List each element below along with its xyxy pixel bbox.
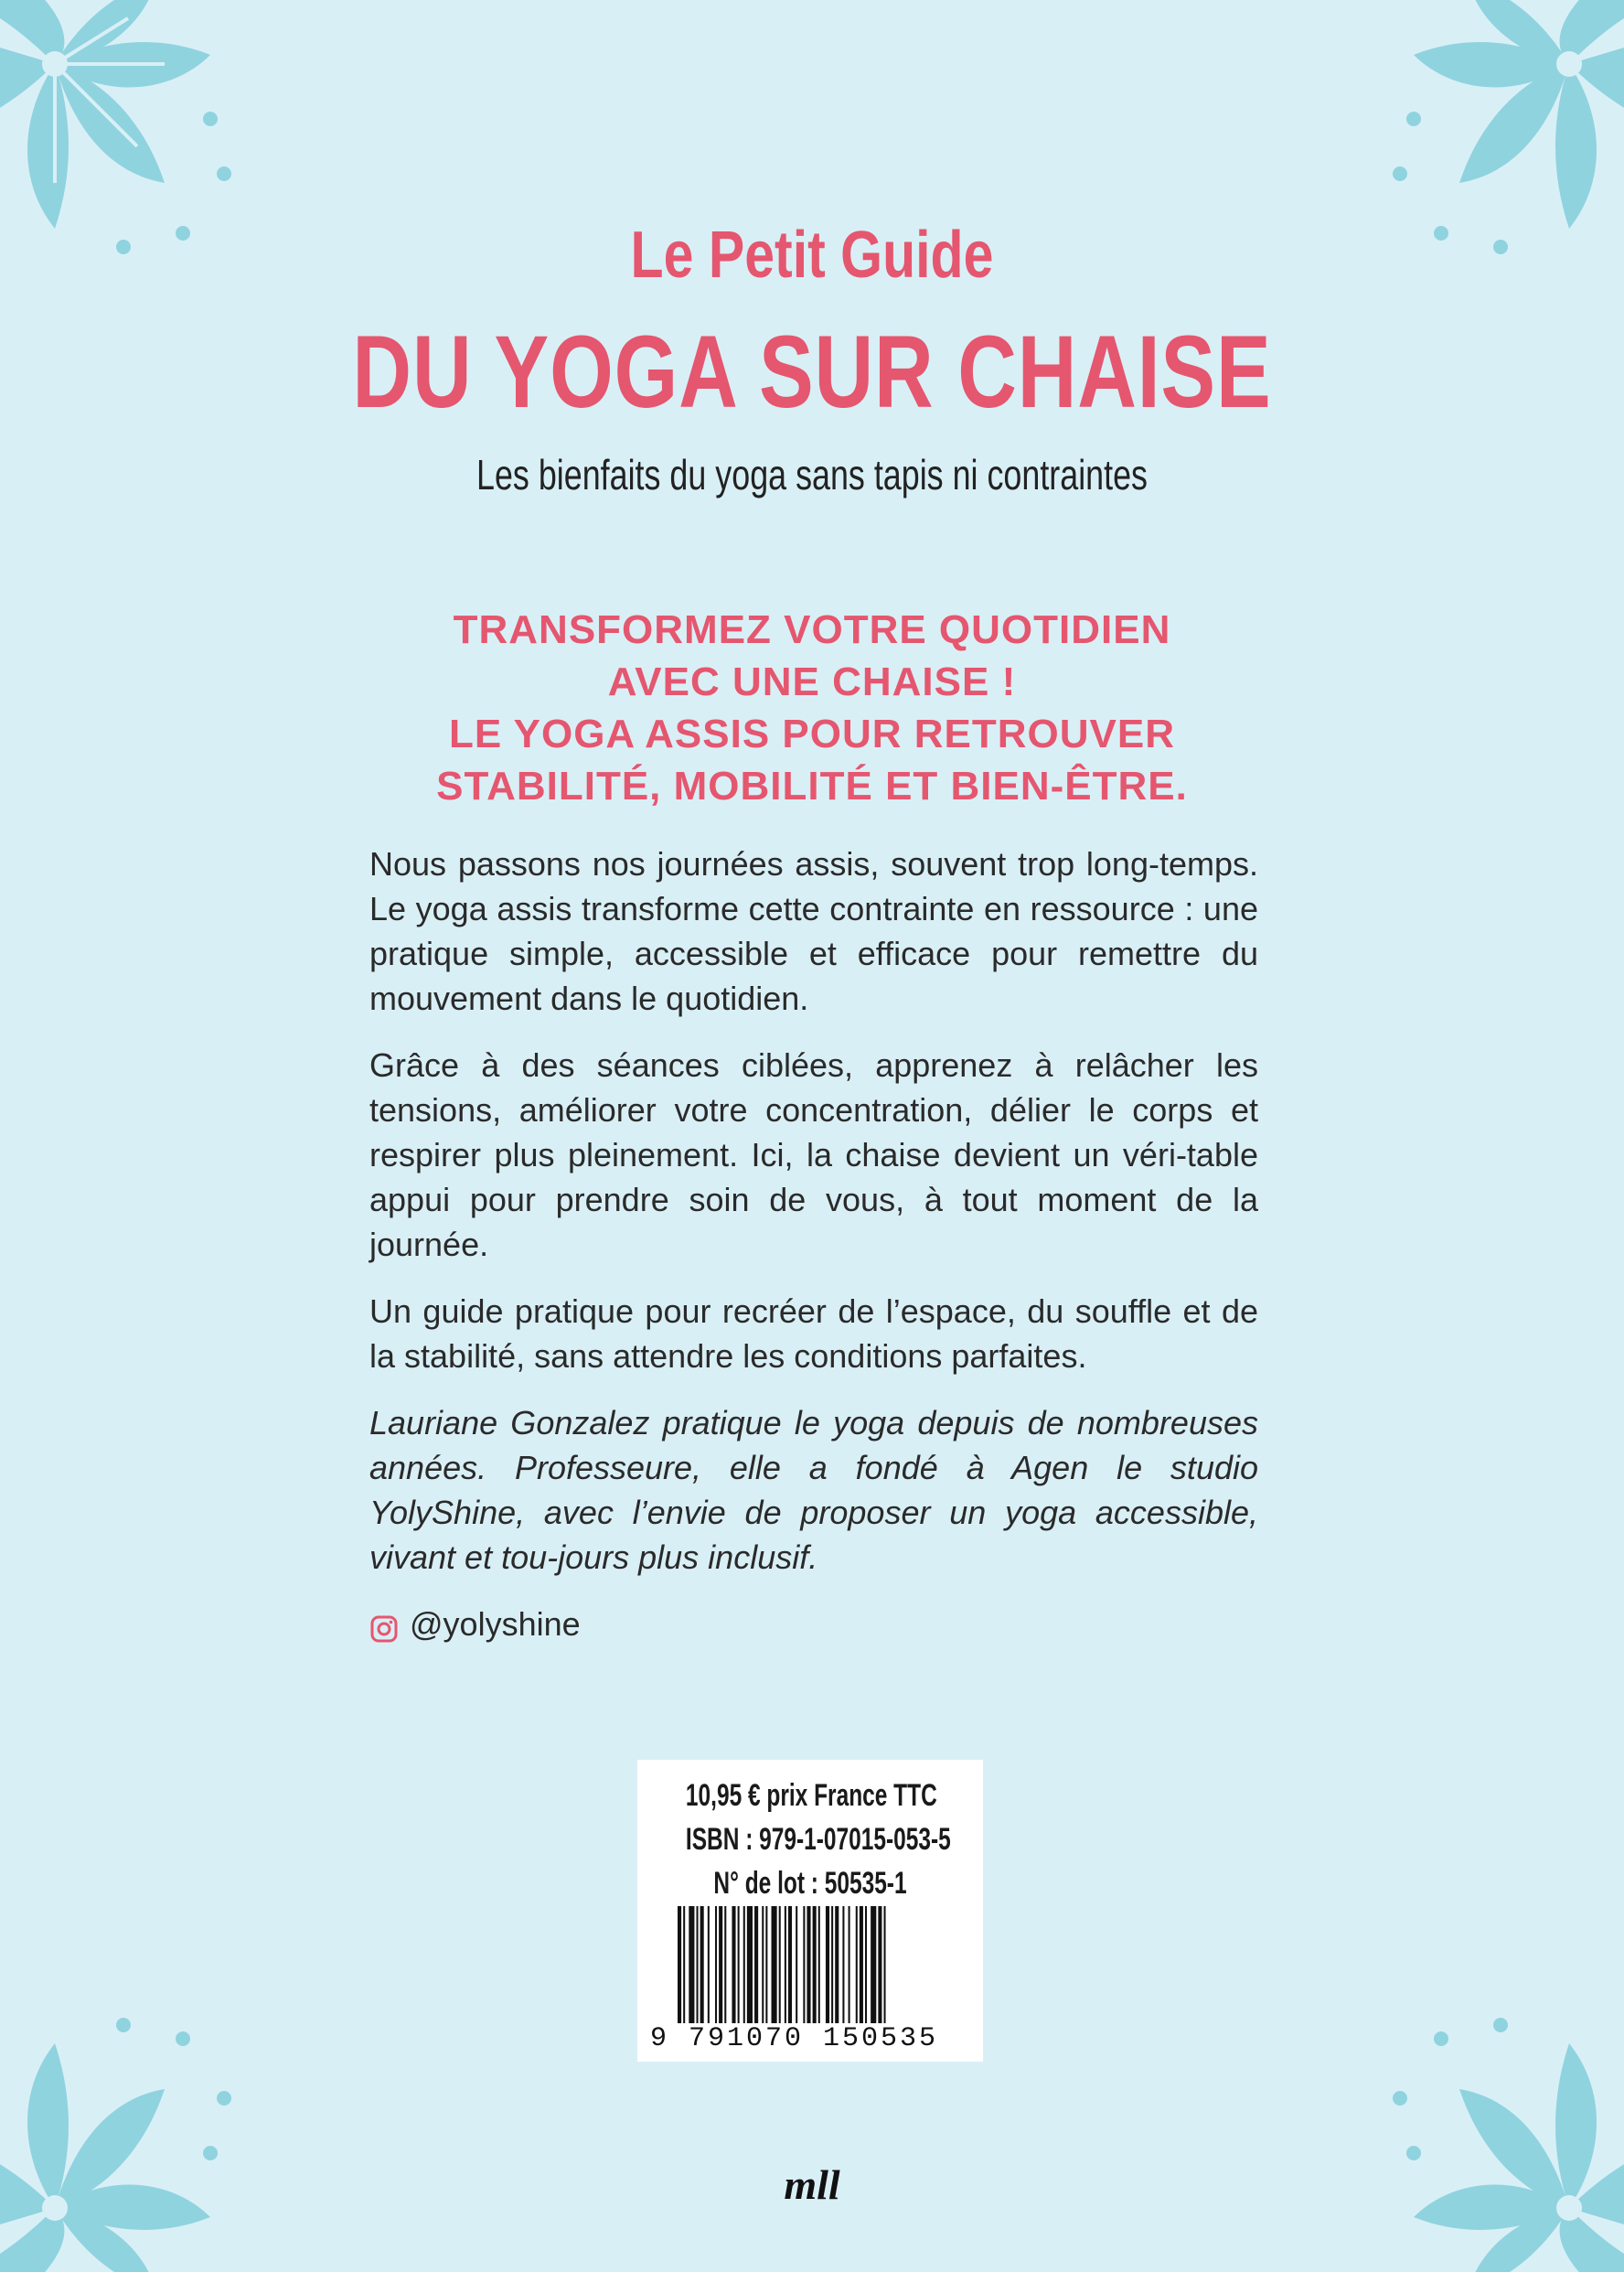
headline-line: LE YOGA ASSIS POUR RETROUVER xyxy=(448,712,1176,756)
headline-line: STABILITÉ, MOBILITÉ ET BIEN-ÊTRE. xyxy=(436,764,1188,809)
instagram-icon xyxy=(369,1610,399,1639)
body-paragraph: Nous passons nos journées assis, souvent trop long-temps. Le yoga assis transforme cette contrainte en ressource : une pratique simple, accessible et efficace pour remettre du mouvement dans le quotidien. xyxy=(369,845,1258,1017)
instagram-link[interactable] xyxy=(369,1602,1258,1646)
price-text: 10,95 € prix France TTC xyxy=(685,1778,937,1813)
author-bio: Lauriane Gonzalez pratique le yoga depuis de nombreuses années. Professeure, elle a fondé à Agen le studio YolyShine, avec l’envie de proposer un yoga accessible, vivant et tou-jours plus inclusif. xyxy=(369,1404,1258,1576)
subtitle: Les bienfaits du yoga sans tapis ni contraintes xyxy=(475,451,1149,498)
headline-line: AVEC UNE CHAISE ! xyxy=(607,659,1017,704)
flower-ornament-bottom-right xyxy=(1322,1970,1624,2272)
price-isbn-box xyxy=(637,1760,983,2062)
headline xyxy=(274,604,1350,812)
body-paragraph: Un guide pratique pour recréer de l’espace, du souffle et de la stabilité, sans attendre les conditions parfaites. xyxy=(369,1292,1258,1375)
title-small: Le Petit Guide xyxy=(630,219,994,292)
lot-number: N° de lot : 50535-1 xyxy=(713,1866,907,1901)
instagram-handle: @yolyshine xyxy=(410,1605,581,1643)
headline-line: TRANSFORMEZ VOTRE QUOTIDIEN xyxy=(453,607,1171,652)
body-paragraph: Grâce à des séances ciblées, apprenez à relâcher les tensions, améliorer votre concentration, délier le corps et respirer plus pleinement. Ici, la chaise devient un véri-table appui pour prendre soin de vous, à tout moment de la journée. xyxy=(369,1046,1258,1263)
barcode-digits: 9 791070 150535 xyxy=(650,2023,939,2054)
barcode xyxy=(678,1906,952,2023)
flower-ornament-bottom-left xyxy=(0,1970,302,2272)
isbn-text: ISBN : 979-1-07015-053-5 xyxy=(685,1822,951,1857)
back-cover-text xyxy=(369,841,1258,1646)
title-big: DU YOGA SUR CHAISE xyxy=(352,315,1272,429)
publisher-logo: mll xyxy=(784,2161,840,2208)
